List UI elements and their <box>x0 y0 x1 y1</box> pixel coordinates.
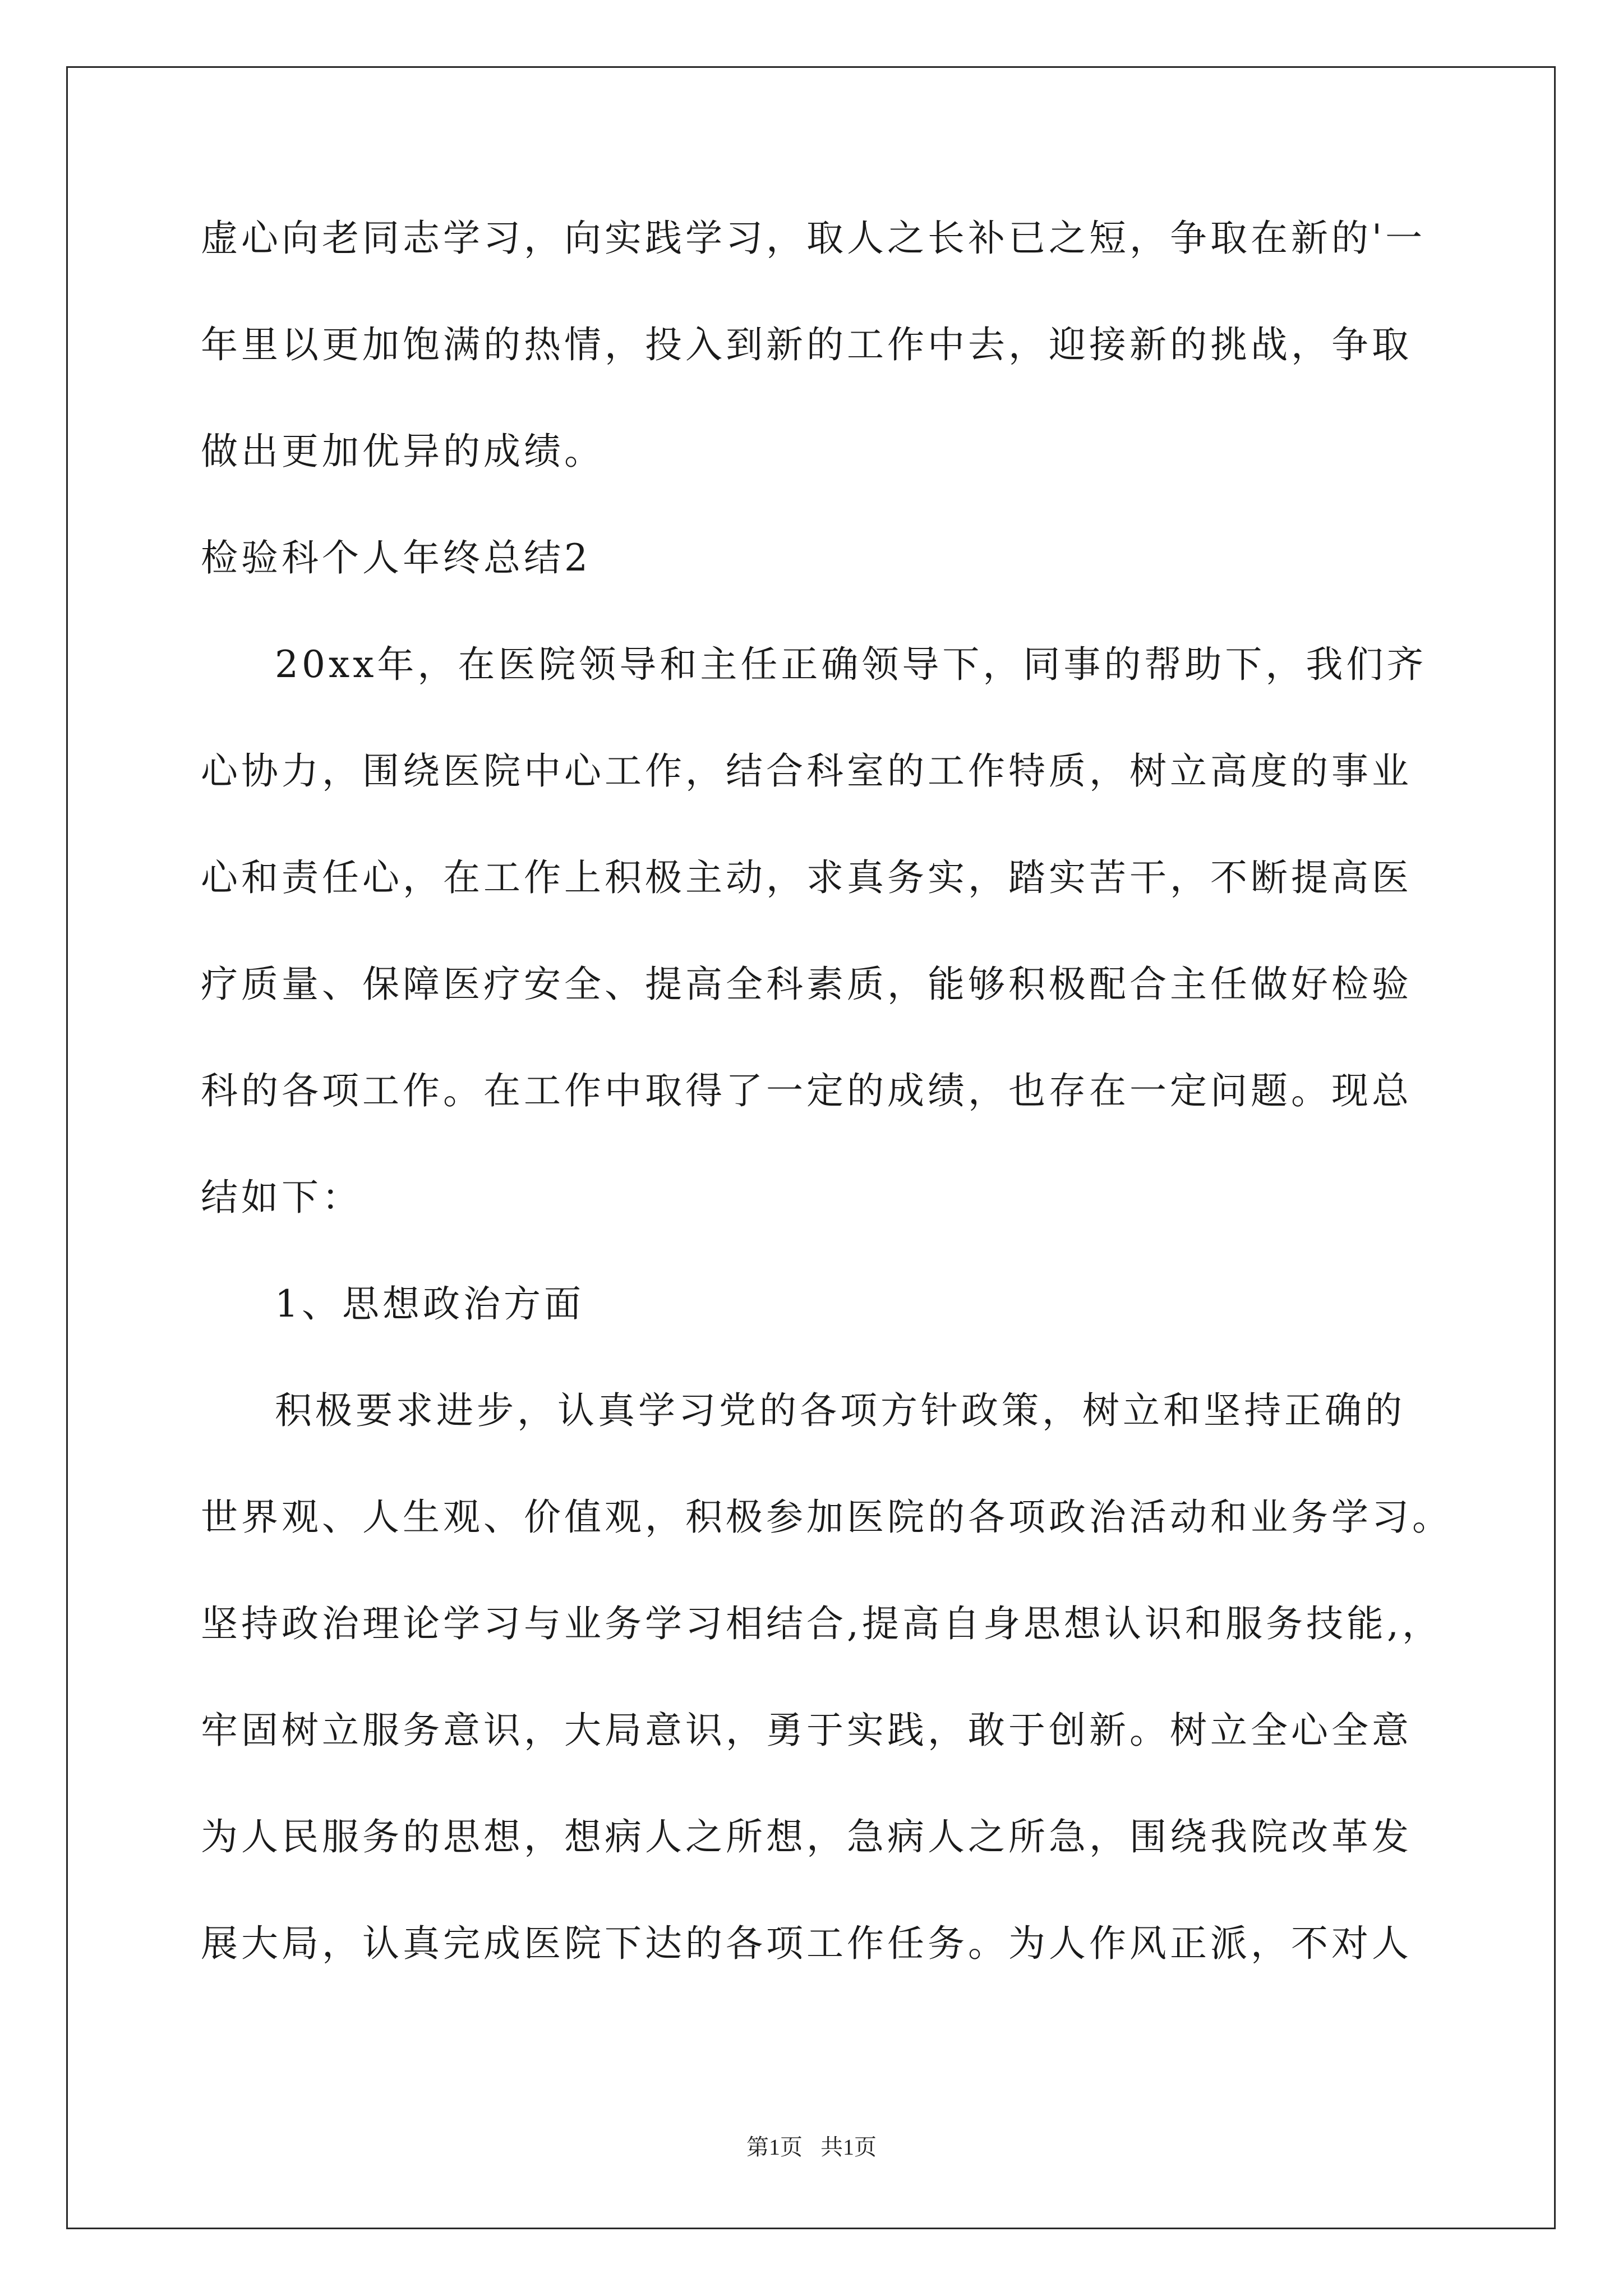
body-line: 为人民服务的思想，想病人之所想，急病人之所急，围绕我院改革发 <box>201 1815 1412 1858</box>
body-line: 结如下： <box>201 1176 362 1219</box>
body-line: 20xx年，在医院领导和主任正确领导下，同事的帮助下，我们齐 <box>275 643 1427 686</box>
subsection-heading: 1、思想政治方面 <box>275 1282 584 1326</box>
body-line: 做出更加优异的成绩。 <box>201 430 605 473</box>
body-line: 科的各项工作。在工作中取得了一定的成绩，也存在一定问题。现总 <box>201 1069 1412 1112</box>
section-heading: 检验科个人年终总结2 <box>201 536 591 579</box>
page-footer: 第1页 共1页 <box>746 2134 877 2160</box>
body-line: 积极要求进步，认真学习党的各项方针政策，树立和坚持正确的 <box>275 1389 1405 1432</box>
body-line: 牢固树立服务意识，大局意识，勇于实践，敢于创新。树立全心全意 <box>201 1709 1412 1752</box>
body-line: 展大局，认真完成医院下达的各项工作任务。为人作风正派，不对人 <box>201 1922 1412 1965</box>
body-line: 坚持政治理论学习与业务学习相结合,提高自身思想认识和服务技能,， <box>201 1602 1442 1645</box>
page-border <box>66 66 1556 2229</box>
body-line: 心和责任心，在工作上积极主动，求真务实，踏实苦干，不断提高医 <box>201 856 1412 899</box>
body-line: 年里以更加饱满的热情，投入到新的工作中去，迎接新的挑战，争取 <box>201 323 1412 366</box>
body-line: 世界观、人生观、价值观，积极参加医院的各项政治活动和业务学习。 <box>201 1496 1453 1539</box>
body-line: 疗质量、保障医疗安全、提高全科素质，能够积极配合主任做好检验 <box>201 963 1412 1006</box>
body-line: 心协力，围绕医院中心工作，结合科室的工作特质，树立高度的事业 <box>201 749 1412 793</box>
body-line: 虚心向老同志学习，向实践学习，取人之长补已之短，争取在新的'一 <box>201 217 1426 260</box>
